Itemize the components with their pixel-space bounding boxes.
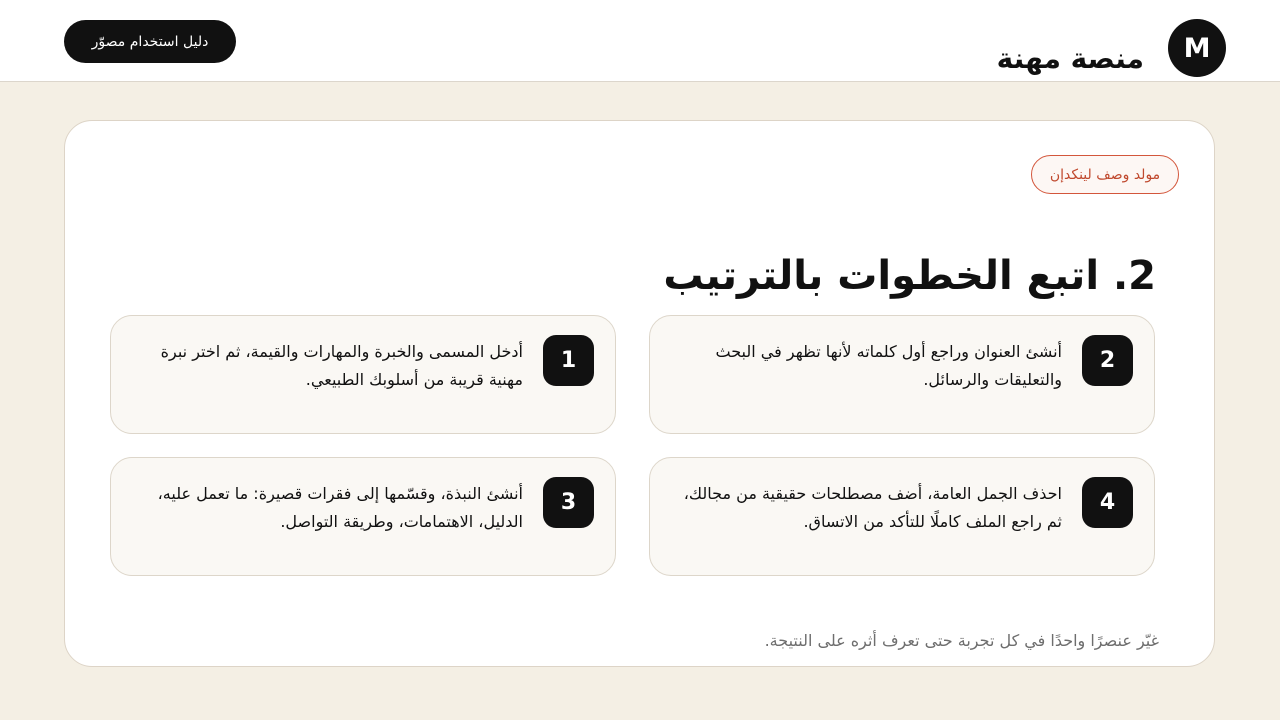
tool-badge: مولد وصف لينكدإن	[1031, 155, 1179, 194]
top-bar	[0, 0, 1280, 82]
tip-footnote: غيّر عنصرًا واحدًا في كل تجربة حتى تعرف أثره على النتيجة.	[764, 631, 1159, 650]
step-number-badge: 4	[1082, 477, 1133, 528]
visual-guide-button[interactable]: دليل استخدام مصوّر	[64, 20, 236, 63]
brand-logo[interactable]: M	[1168, 19, 1226, 77]
brand-name: منصة مهنة	[996, 42, 1144, 75]
step-description: احذف الجمل العامة، أضف مصطلحات حقيقية من مجالك، ثم راجع الملف كاملًا للتأكد من الاتساق.	[683, 484, 1062, 531]
step-description: أنشئ النبذة، وقسّمها إلى فقرات قصيرة: ما تعمل عليه، الدليل، الاهتمامات، وطريقة التواصل.	[157, 484, 523, 531]
step-description: أدخل المسمى والخبرة والمهارات والقيمة، ثم اختر نبرة مهنية قريبة من أسلوبك الطبيعي.	[160, 342, 523, 389]
step-card-4	[649, 457, 1155, 576]
step-card-1	[110, 315, 616, 434]
section-title: 2. اتبع الخطوات بالترتيب	[663, 253, 1156, 299]
step-number-badge: 3	[543, 477, 594, 528]
step-description: أنشئ العنوان وراجع أول كلماته لأنها تظهر في البحث والتعليقات والرسائل.	[715, 342, 1062, 389]
step-number-badge: 2	[1082, 335, 1133, 386]
step-card-3	[110, 457, 616, 576]
steps-card	[64, 120, 1215, 667]
step-card-2	[649, 315, 1155, 434]
step-number-badge: 1	[543, 335, 594, 386]
